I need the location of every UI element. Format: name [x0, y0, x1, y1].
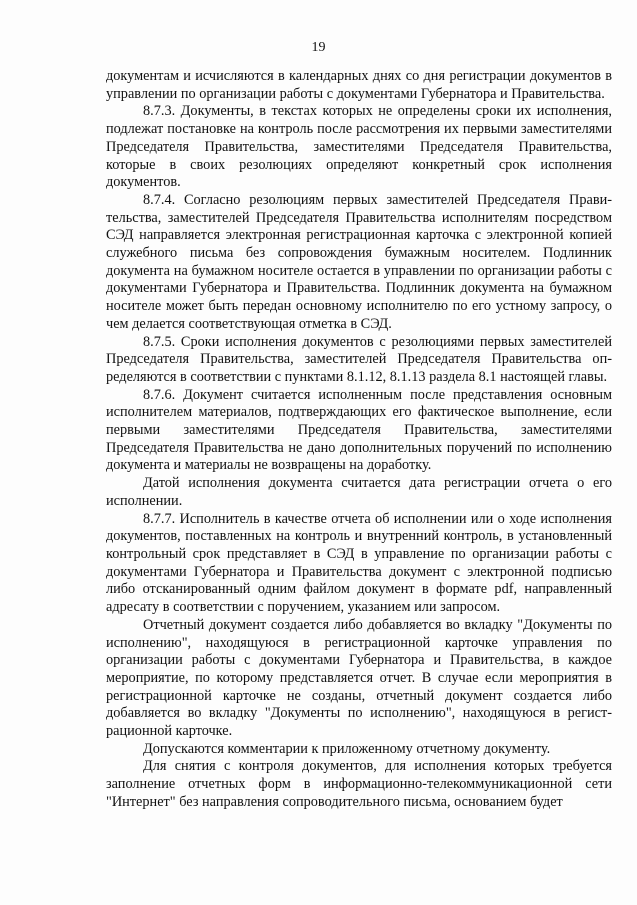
paragraph-removal-from-control: Для снятия с контроля документов, для исполнения которых требуется заполнение отчетных форм в информационно-телекоммуникационной сети "Интернет" без направления сопроводительного письма, основанием будет	[106, 758, 612, 810]
paragraph-8-7-4: 8.7.4. Согласно резолюциям первых заместителей Председателя Правительства, заместителей Председателя Правительства исполнителям посредством СЭД направляется электронная регистрационная карточка с электронной копией служебного письма без сопровождения бумажным носителем. Подлинник документа на бумажном носителе остается в управлении по организации работы с документами Губернатора и Правительства. Подлинник документа на бумажном носителе может быть передан основному исполнителю по его устному запросу, о чем делается соответствующая отметка в СЭД.	[106, 191, 612, 332]
paragraph-8-7-6: 8.7.6. Документ считается исполненным после представления основным исполнителем материалов, подтверждающих его фактическое выполнение, если первыми заместителями Председателя Правительства, заместителями Председателя Правительства не дано дополнительных поручений по исполнению документа и материалы не возвращены на доработку.	[106, 386, 612, 474]
paragraph-continuation: документам и исчисляются в календарных днях со дня регистрации документов в управлении по организации работы с документами Губернатора и Правительства.	[106, 68, 612, 102]
paragraph-8-7-3: 8.7.3. Документы, в текстах которых не определены сроки их исполнения, подлежат постановке на контроль после рассмотрения их первыми заместителями Председателя Правительства, заместителями Председателя Правительства, которые в своих резолюциях определяют конкретный срок исполнения документов.	[106, 103, 612, 191]
paragraph-8-7-5: 8.7.5. Сроки исполнения документов с резолюциями первых заместителей Председателя Правительства, заместителей Председателя Правительства определяются в соответствии с пунктами 8.1.12, 8.1.13 раздела 8.1 настоящей главы.	[106, 333, 612, 385]
paragraph-8-7-7: 8.7.7. Исполнитель в качестве отчета об исполнении или о ходе исполнения документов, поставленных на контроль и внутренний контроль, в установленный контрольный срок представляет в СЭД в управление по организации работы с документами Губернатора и Правительства документ с электронной подписью либо отсканированный одним файлом документ в формате pdf, направленный адресату в соответствии с поручением, указанием или запросом.	[106, 510, 612, 616]
paragraph-report-document: Отчетный документ создается либо добавляется во вкладку "Документы по исполнению", находящуюся в регистрационной карточке управления по организации работы с документами Губернатора и Правительства, в каждое мероприятие, по которому представляется отчет. В случае если мероприятия в регистрационной карточке не созданы, отчетный документ создается либо добавляется во вкладку "Документы по исполнению", находящуюся в регистрационной карточке.	[106, 616, 612, 740]
document-body	[106, 68, 612, 812]
page-number: 19	[311, 40, 326, 55]
paragraph-comments: Допускаются комментарии к приложенному отчетному документу.	[143, 740, 551, 757]
paragraph-execution-date: Датой исполнения документа считается дата регистрации отчета о его исполнении.	[106, 475, 612, 509]
